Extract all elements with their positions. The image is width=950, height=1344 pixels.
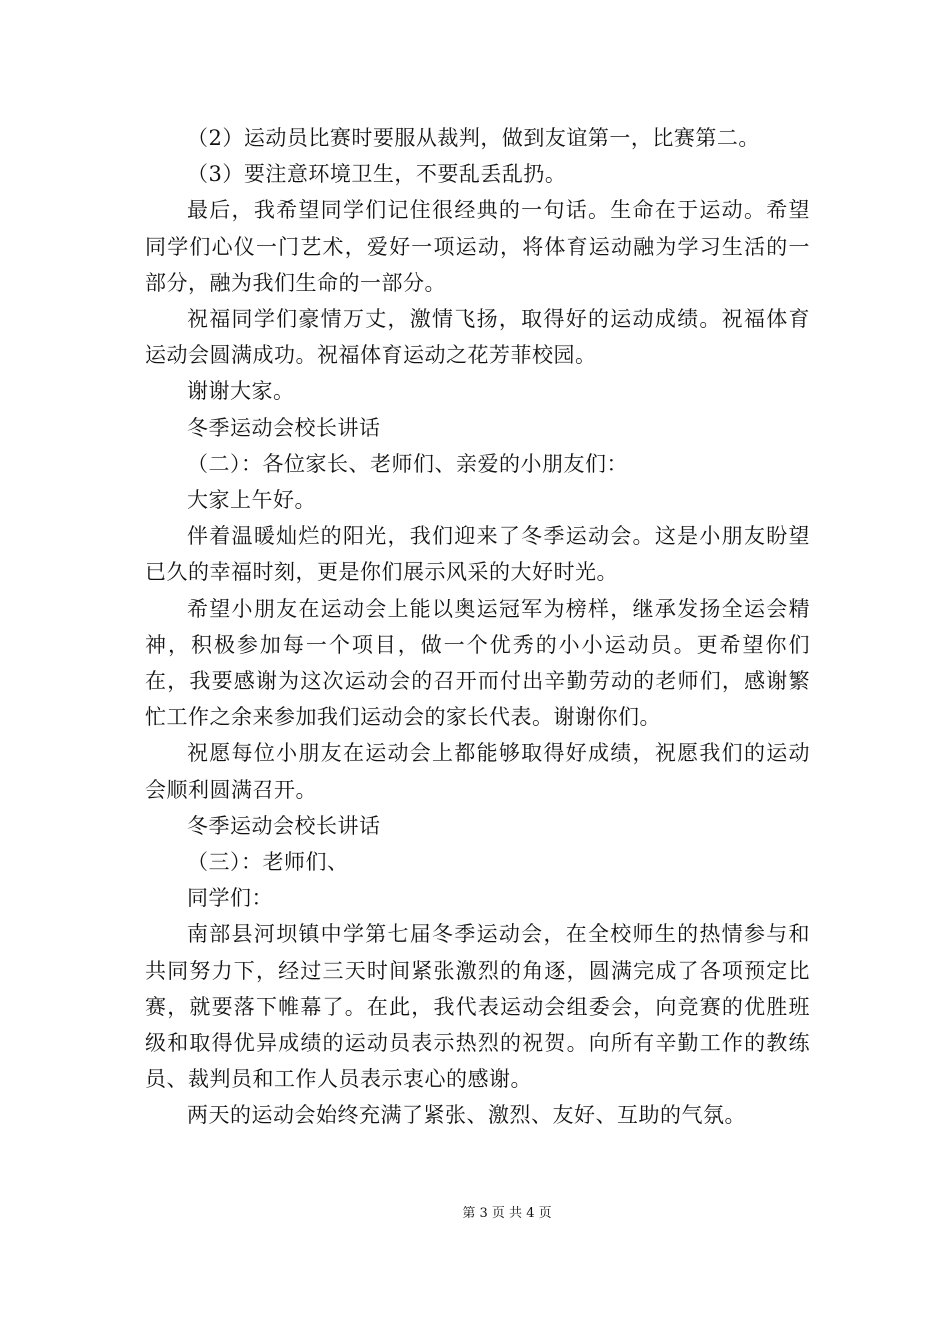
paragraph: （3）要注意环境卫生，不要乱丢乱扔。 [187, 162, 567, 187]
paragraph: 最后，我希望同学们记住很经典的一句话。生命在于运动。希望同学们心仪一门艺术，爱好一项运动，将体育运动融为学习生活的一部分，融为我们生命的一部分。 [145, 198, 810, 295]
salutation: （三）：老师们、 [187, 850, 349, 875]
paragraph: 希望小朋友在运动会上能以奥运冠军为榜样，继承发扬全运会精神，积极参加每一个项目，做一个优秀的小小运动员。更希望你们在，我要感谢为这次运动会的召开而付出辛勤劳动的老师们，感谢繁忙工作之余来参加我们运动会的家长代表。谢谢你们。 [145, 596, 810, 730]
paragraph: 南部县河坝镇中学第七届冬季运动会，在全校师生的热情参与和共同努力下，经过三天时间紧张激烈的角逐，圆满完成了各项预定比赛，就要落下帷幕了。在此，我代表运动会组委会，向竞赛的优胜班级和取得优异成绩的运动员表示热烈的祝贺。向所有辛勤工作的教练员、裁判员和工作人员表示衷心的感谢。 [145, 922, 810, 1092]
document-body [145, 120, 810, 1134]
paragraph: 伴着温暖灿烂的阳光，我们迎来了冬季运动会。这是小朋友盼望已久的幸福时刻，更是你们展示风采的大好时光。 [145, 524, 810, 585]
page-number-footer: 第 3 页 共 4 页 [462, 1206, 552, 1221]
section-heading: 冬季运动会校长讲话 [187, 813, 381, 838]
paragraph: 两天的运动会始终充满了紧张、激烈、友好、互助的气氛。 [187, 1103, 746, 1128]
greeting: 大家上午好。 [187, 488, 316, 513]
paragraph: 祝愿每位小朋友在运动会上都能够取得好成绩，祝愿我们的运动会顺利圆满召开。 [145, 741, 810, 802]
salutation: （二）：各位家长、老师们、亲爱的小朋友们： [187, 451, 628, 476]
section-heading: 冬季运动会校长讲话 [187, 415, 381, 440]
paragraph: 祝福同学们豪情万丈，激情飞扬，取得好的运动成绩。祝福体育运动会圆满成功。祝福体育运动之花芳菲校园。 [145, 307, 810, 368]
paragraph: （2）运动员比赛时要服从裁判，做到友谊第一，比赛第二。 [187, 126, 760, 150]
salutation: 同学们： [187, 886, 273, 911]
paragraph: 谢谢大家。 [187, 379, 295, 404]
